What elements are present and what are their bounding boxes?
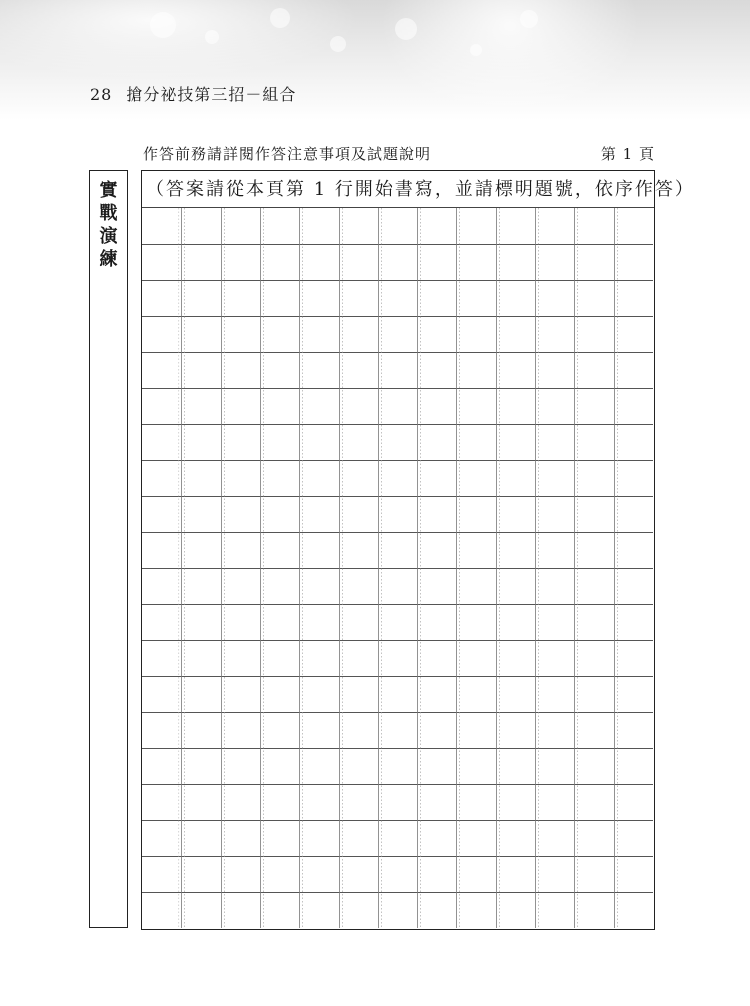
practice-label: 實戰演練 bbox=[99, 180, 118, 270]
running-head bbox=[90, 82, 296, 105]
practice-side-box bbox=[89, 170, 128, 928]
answer-sheet bbox=[141, 170, 695, 930]
book-page-number: 28 bbox=[90, 85, 113, 104]
writing-grid[interactable] bbox=[142, 208, 653, 928]
instructions-text: 作答前務請詳閱作答注意事項及試題說明 bbox=[143, 145, 432, 163]
page-indicator: 第 1 頁 bbox=[600, 145, 655, 163]
answer-header: （答案請從本頁第 1 行開始書寫，並請標明題號，依序作答） bbox=[142, 171, 654, 208]
book-title: 搶分祕技第三招－組合 bbox=[126, 85, 297, 104]
